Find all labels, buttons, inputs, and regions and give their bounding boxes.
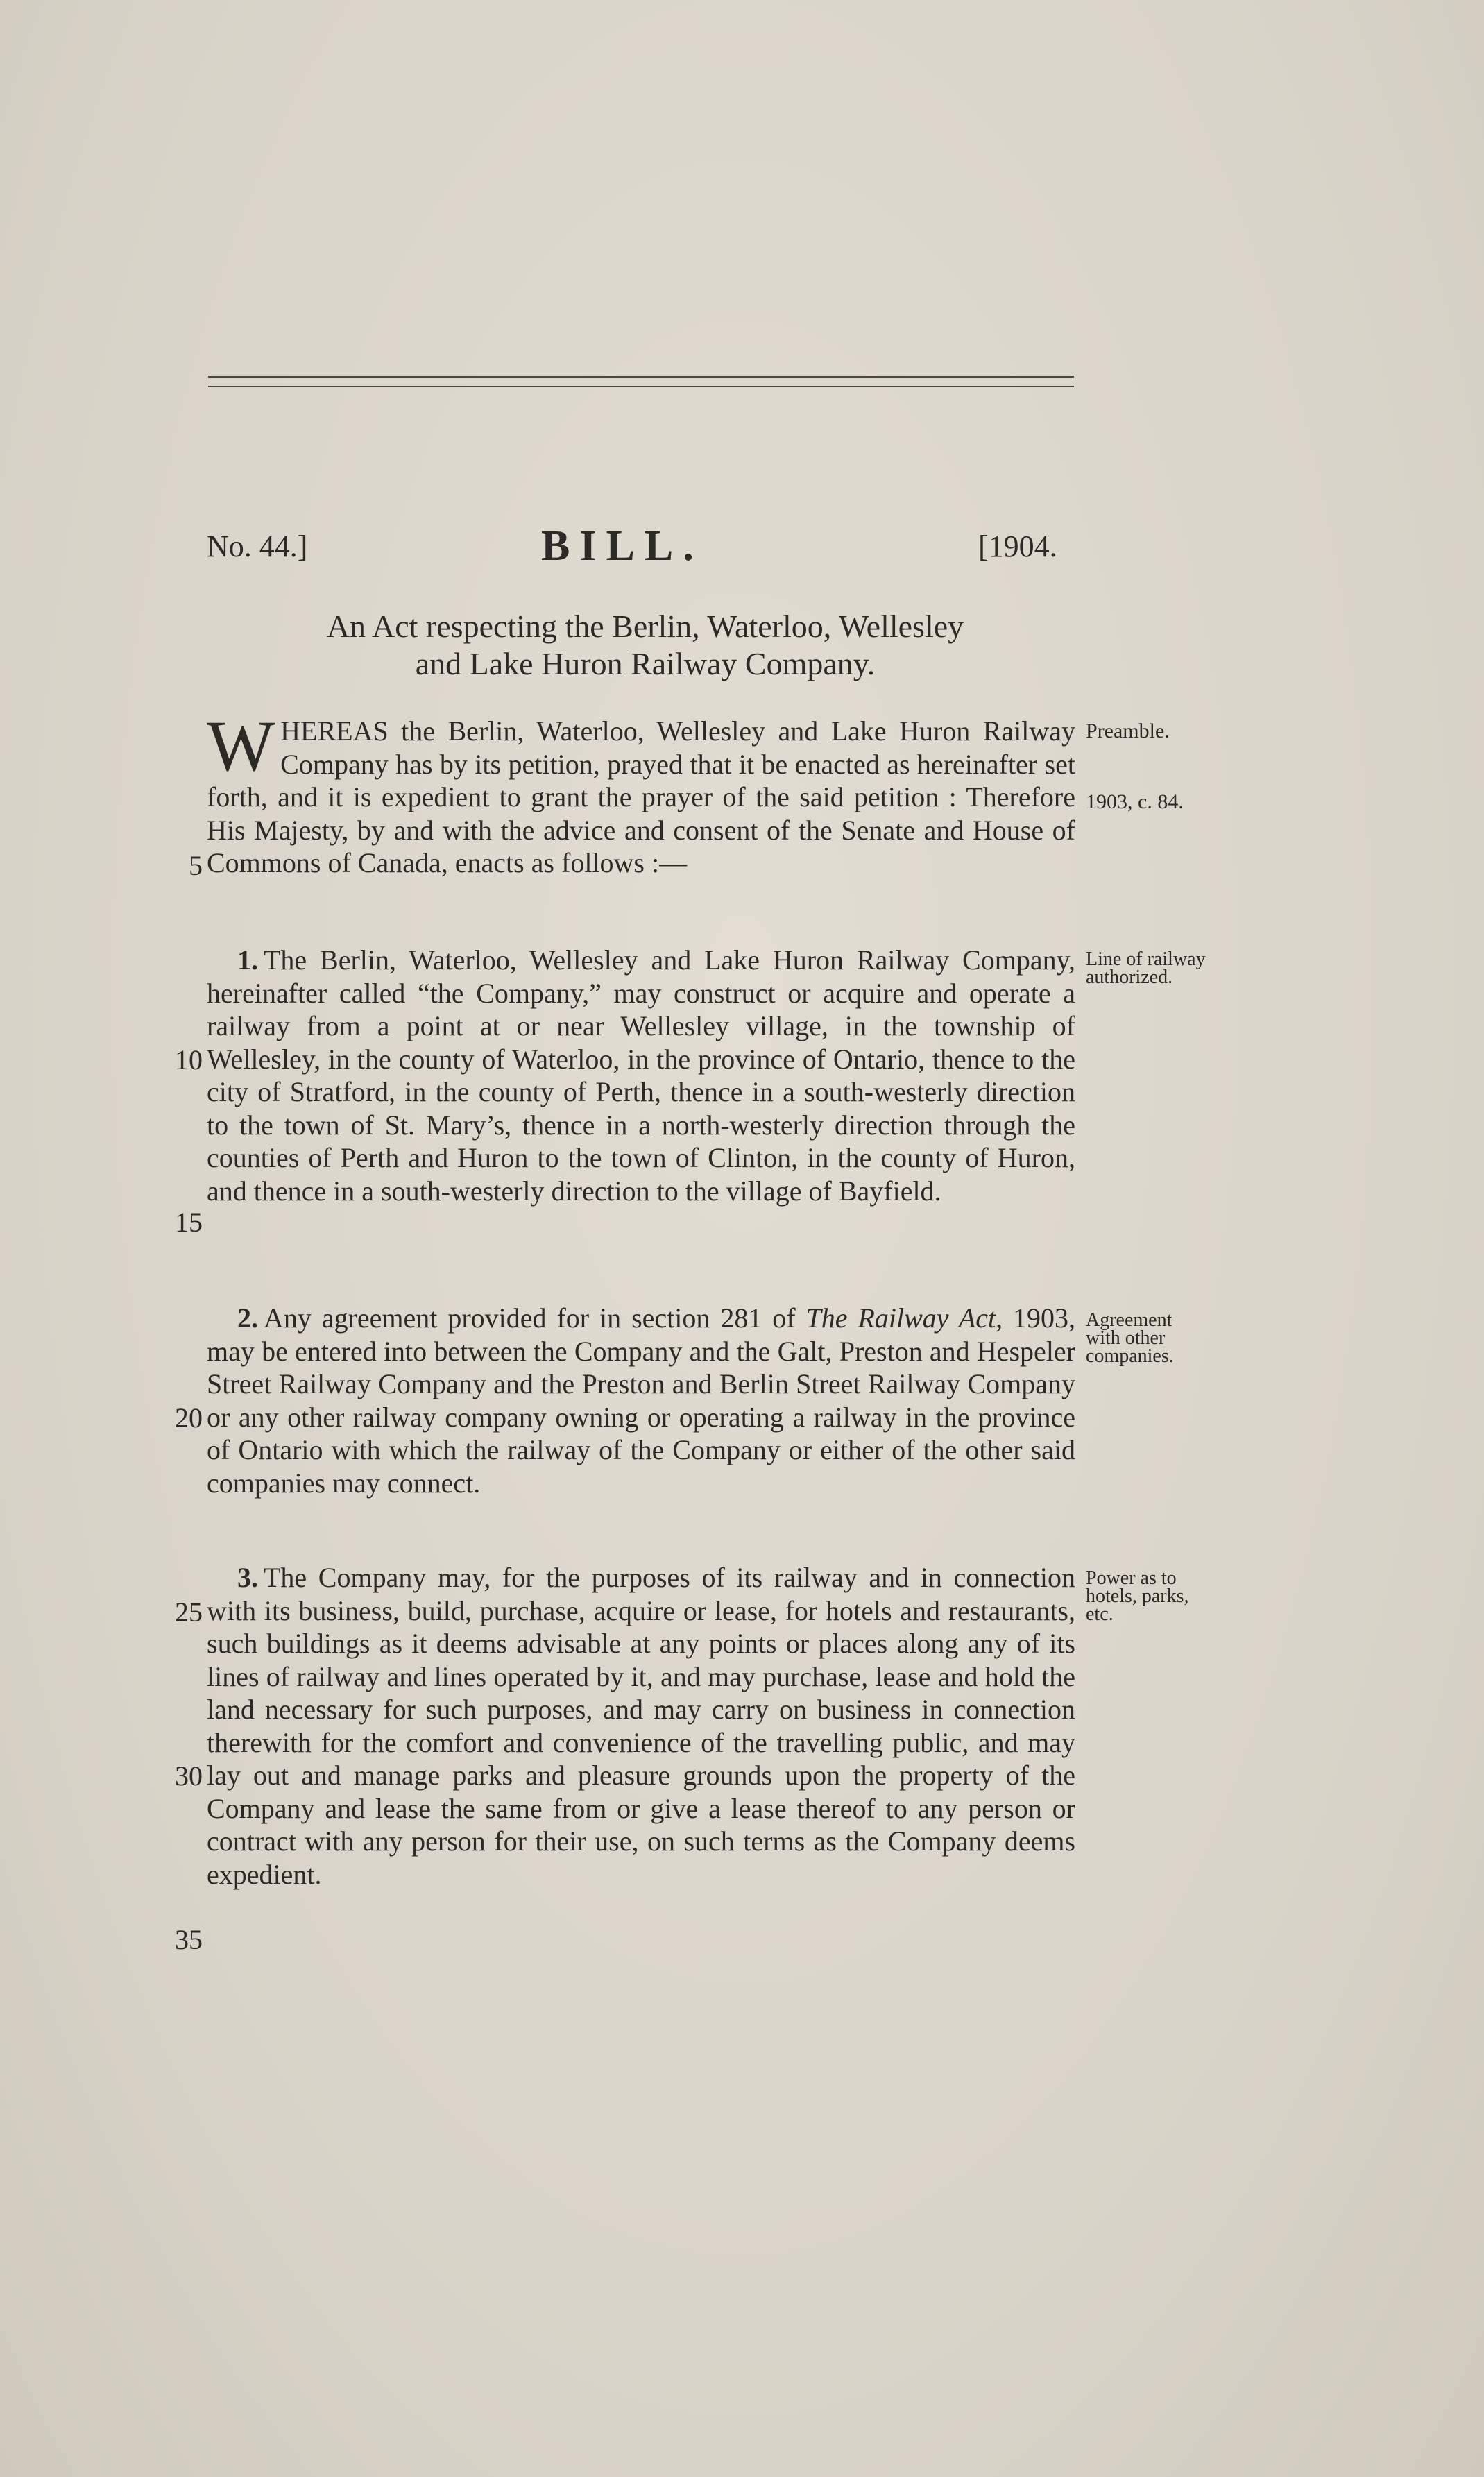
line-number-15: 15 (175, 1207, 203, 1238)
bill-title: BILL. (541, 522, 703, 570)
line-number-5: 5 (189, 850, 203, 881)
line-number-20: 20 (175, 1402, 203, 1433)
margin-note-line-of-railway: Line of railway authorized. (1086, 948, 1206, 988)
header-double-rule (208, 376, 1074, 387)
line-number-25: 25 (175, 1597, 203, 1628)
section-1-paragraph (207, 944, 1075, 1207)
act-title (180, 608, 1110, 683)
preamble-dropcap: W (207, 706, 275, 786)
line-number-35: 35 (175, 1924, 203, 1955)
line-number-10: 10 (175, 1044, 203, 1075)
section-2-paragraph (207, 1302, 1075, 1499)
section-3-paragraph (207, 1561, 1075, 1891)
section-3-number: 3. (237, 1562, 258, 1593)
preamble-paragraph (207, 706, 1075, 880)
section-2-text-after: , 1903, may be entered into between the Company and the Galt, Preston and Hespeler Street Railway Company and the Preston and Berlin Street Railway Company or any other railway company owning or operating a railway in the province of Ontario with which the railway of the Company or either of the other said companies may connect. (207, 1302, 1075, 1499)
margin-note-preamble: Preamble. (1086, 720, 1170, 742)
margin-note-agreement: Agreement with other companies. (1086, 1309, 1174, 1367)
section-2-number: 2. (237, 1302, 258, 1334)
preamble-text: HEREAS the Berlin, Waterloo, Wellesley and Lake Huron Railway Company has by its petition, prayed that it be enacted as hereinafter set forth, and it is expedient to grant the prayer of the said petition : Therefore His Majesty, by and with the advice and consent of the Senate and House of Commons of Canada, enacts as follows :— (207, 715, 1075, 878)
bill-year: [1904. (978, 529, 1057, 563)
act-title-line-1: An Act respecting the Berlin, Waterloo, Wellesley (326, 608, 964, 644)
section-2-text-before: Any agreement provided for in section 281 of (264, 1302, 806, 1334)
section-3-text: The Company may, for the purposes of its railway and in connection with its business, build, purchase, acquire or lease, for hotels and restaurants, such buildings as it deems advisable at any points or places along any of its lines of railway and lines operated by it, and may purchase, lease and hold the land necessary for such purposes, and may carry on business in connection therewith for the comfort and convenience of the travelling public, and may lay out and manage parks and pleasure grounds upon the property of the Company and lease the same from or give a lease thereof to any person or contract with any person for their use, on such terms as the Company deems expedient. (207, 1562, 1075, 1890)
margin-note-citation: 1903, c. 84. (1086, 790, 1184, 813)
section-1-text: The Berlin, Waterloo, Wellesley and Lake Huron Railway Company, hereinafter called “the Company,” may construct or acquire and operate a railway from a point at or near Wellesley village, in the township of Wellesley, in the county of Waterloo, in the province of Ontario, thence to the city of Stratford, in the county of Perth, thence in a south-westerly direction to the town of St. Mary’s, thence in a north-westerly direction through the counties of Perth and Huron to the town of Clinton, in the county of Huron, and thence in a south-westerly direction to the village of Bayfield. (207, 944, 1075, 1207)
bill-number: No. 44.] (207, 529, 308, 563)
line-number-30: 30 (175, 1760, 203, 1791)
act-title-line-2: and Lake Huron Railway Company. (415, 646, 876, 681)
section-1-number: 1. (237, 944, 258, 976)
margin-note-power: Power as to hotels, parks, etc. (1086, 1567, 1189, 1625)
section-2-act-citation: The Railway Act (805, 1302, 996, 1334)
